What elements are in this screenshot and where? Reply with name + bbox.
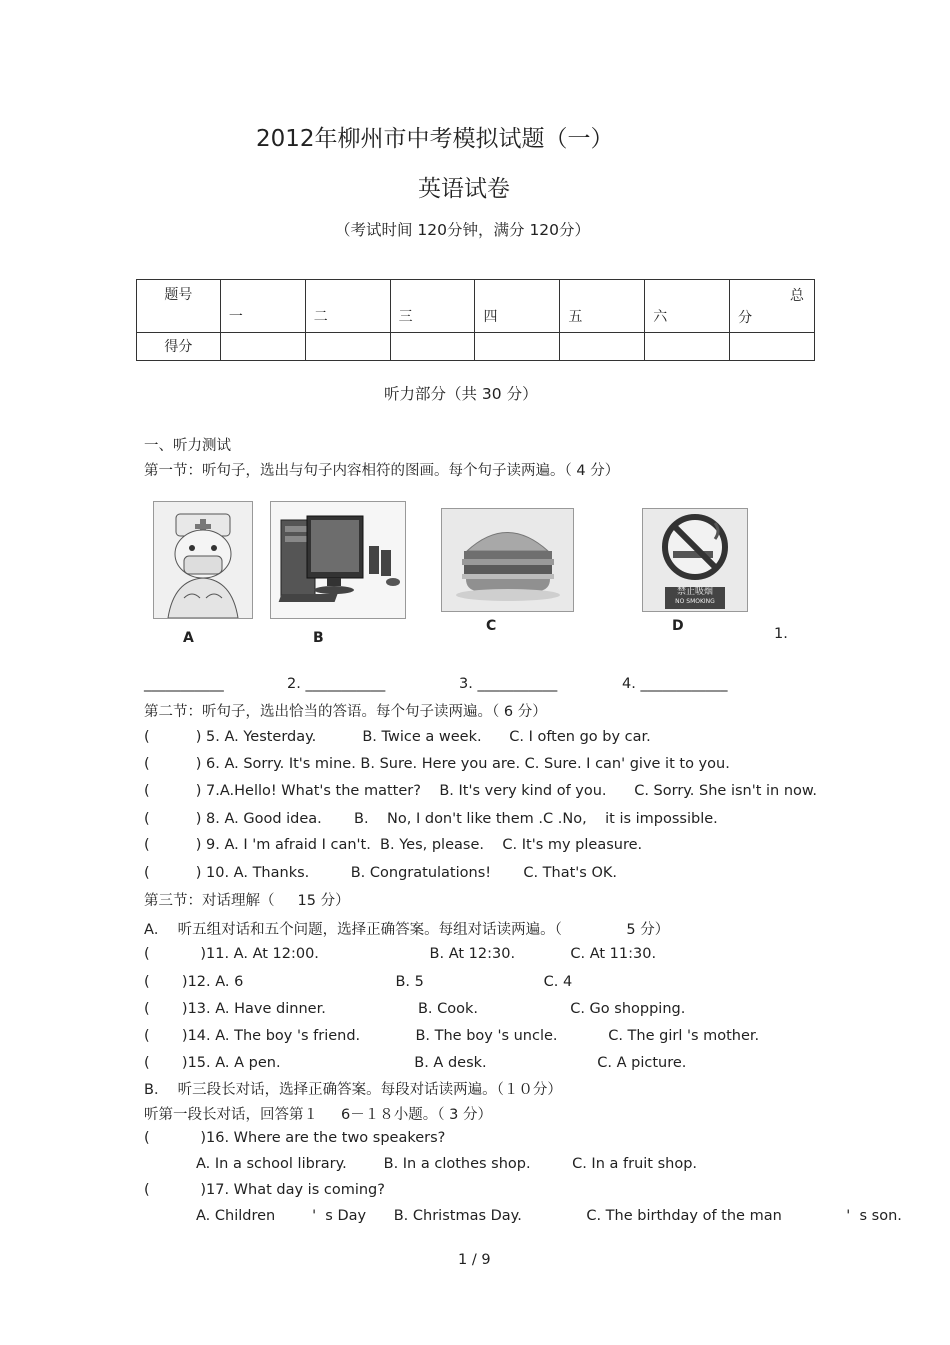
page-number: 1 / 9 — [458, 1252, 491, 1268]
answer-blank-1-label: 1. — [774, 626, 788, 642]
answer-blank-1[interactable]: ___________ — [144, 676, 224, 692]
question-line[interactable]: ( ) 8. A. Good idea. B. No, I don't like them .C .No, it is impossible. — [144, 811, 718, 827]
section-heading: 一、听力测试 — [144, 438, 231, 454]
row-label-score: 得分 — [137, 333, 221, 361]
question-line[interactable]: ( )13. A. Have dinner. B. Cook. C. Go shopping. — [144, 1001, 686, 1017]
col-header-4: 四 — [483, 309, 498, 325]
score-cell[interactable] — [220, 333, 305, 361]
hamburger-icon — [442, 509, 573, 611]
question-line[interactable]: ( ) 6. A. Sorry. It's mine. B. Sure. Here you are. C. Sure. I can' give it to you. — [144, 756, 730, 772]
sign-text-en: NO SMOKING — [675, 598, 715, 605]
question-line[interactable]: ( )15. A. A pen. B. A desk. C. A picture. — [144, 1055, 687, 1071]
answer-blank-2[interactable]: 2. ___________ — [287, 676, 386, 692]
answer-blank-3[interactable]: 3. ___________ — [459, 676, 558, 692]
exam-subtitle: 英语试卷 — [418, 176, 510, 202]
picture-no-smoking — [642, 508, 748, 612]
picture-label-c: C — [486, 618, 497, 634]
no-smoking-icon — [643, 509, 747, 587]
listening-heading: 听力部分（共 30 分） — [384, 385, 538, 403]
col-header-6: 六 — [653, 309, 668, 325]
answer-blank-4[interactable]: 4. ____________ — [622, 676, 728, 692]
part1-heading: 第一节：听句子，选出与句子内容相符的图画。每个句子读两遍。（ 4 分） — [144, 463, 620, 479]
question-line[interactable]: ( )14. A. The boy 's friend. B. The boy 's uncle. C. The girl 's mother. — [144, 1028, 760, 1044]
part3b-subheading: 听第一段长对话，回答第１ 6－１８小题。（ 3 分） — [144, 1107, 492, 1123]
row-label-question: 题号 — [137, 280, 221, 333]
part3-heading: 第三节：对话理解（ 15 分） — [144, 893, 350, 909]
question-line[interactable]: ( )11. A. At 12:00. B. At 12:30. C. At 11:30. — [144, 946, 657, 962]
col-header-3: 三 — [398, 309, 413, 325]
score-cell[interactable] — [390, 333, 475, 361]
part3b-heading: B． 听三段长对话，选择正确答案。每段对话读两遍。（１０分） — [144, 1082, 562, 1098]
computer-icon — [271, 502, 405, 618]
score-cell[interactable] — [560, 333, 645, 361]
question-17[interactable]: ( )17. What day is coming? — [144, 1182, 385, 1198]
question-16[interactable]: ( )16. Where are the two speakers? — [144, 1130, 446, 1146]
question-line[interactable]: ( ) 10. A. Thanks. B. Congratulations! C. That's OK. — [144, 865, 617, 881]
score-cell[interactable] — [305, 333, 390, 361]
score-cell[interactable] — [475, 333, 560, 361]
picture-computer — [270, 501, 406, 619]
picture-hamburger — [441, 508, 574, 612]
sign-text-cn: 禁止吸烟 — [676, 587, 713, 597]
nurse-icon — [154, 502, 252, 618]
question-line[interactable]: ( ) 7.A.Hello! What's the matter? B. It's very kind of you. C. Sorry. She isn't in now. — [144, 783, 818, 799]
col-header-1: 一 — [228, 309, 243, 325]
part2-heading: 第二节：听句子，选出恰当的答语。每个句子读两遍。（ 6 分） — [144, 704, 547, 720]
question-line[interactable]: ( ) 5. A. Yesterday. B. Twice a week. C. I often go by car. — [144, 729, 651, 745]
picture-nurse — [153, 501, 253, 619]
exam-title: 2012年柳州市中考模拟试题（一） — [256, 126, 614, 152]
picture-label-a: A — [183, 630, 194, 646]
question-17-options[interactable]: A. Children ' s Day B. Christmas Day. C. The birthday of the man ' s son. — [196, 1208, 902, 1224]
col-header-5: 五 — [568, 309, 583, 325]
picture-label-d: D — [672, 618, 684, 634]
score-cell[interactable] — [730, 333, 815, 361]
part3a-heading: A． 听五组对话和五个问题，选择正确答案。每组对话读两遍。（ 5 分） — [144, 922, 670, 938]
score-cell[interactable] — [645, 333, 730, 361]
picture-label-b: B — [313, 630, 324, 646]
question-line[interactable]: ( )12. A. 6 B. 5 C. 4 — [144, 974, 573, 990]
col-header-2: 二 — [313, 309, 328, 325]
score-table — [136, 279, 815, 361]
question-line[interactable]: ( ) 9. A. I 'm afraid I can't. B. Yes, please. C. It's my pleasure. — [144, 837, 643, 853]
exam-note: （考试时间 120分钟，满分 120分） — [335, 221, 591, 239]
question-16-options[interactable]: A. In a school library. B. In a clothes shop. C. In a fruit shop. — [196, 1156, 698, 1172]
col-header-total: 总 分 — [730, 280, 815, 333]
